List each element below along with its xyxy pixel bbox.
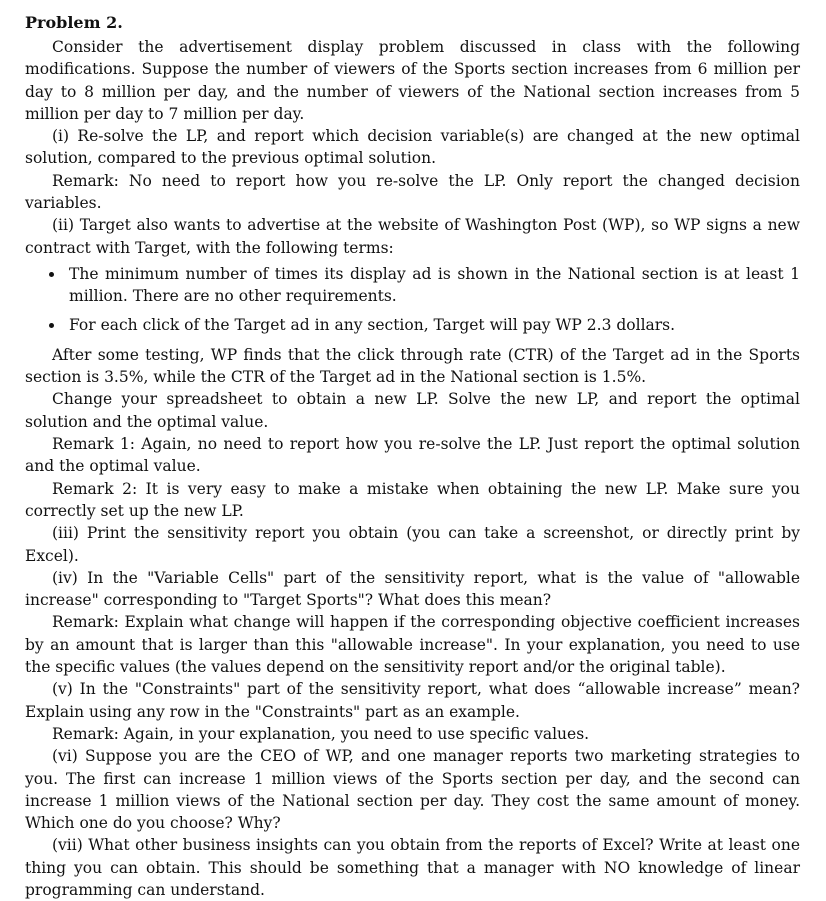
question-iii: (iii) Print the sensitivity report you obtain (you can take a screenshot, or directly print by Excel).	[25, 524, 800, 565]
bullet-icon	[49, 272, 54, 277]
ctr-paragraph: After some testing, WP finds that the click through rate (CTR) of the Target ad in the Sports section is 3.5%, while the CTR of the Target ad in the National section is 1.5%.	[25, 345, 800, 387]
question-vi: (vi) Suppose you are the CEO of WP, and one manager reports two marketing strategies to you. The first can increase 1 million views of the Sports section per day, and the second can increase 1 million views of the National section per day. They cost the same amount of money. Which one do you choose? Why?	[25, 747, 800, 833]
remark-i: Remark: No need to report how you re-solve the LP. Only report the changed decision variables.	[25, 171, 800, 213]
question-v: (v) In the "Constraints" part of the sensitivity report, what does “allowable increase” mean? Explain using any row in the "Constraints" part as an example.	[25, 680, 800, 721]
list-item	[69, 314, 800, 336]
remark-1: Remark 1: Again, no need to report how you re-solve the LP. Just report the optimal solution and the optimal value.	[25, 435, 800, 476]
question-iv: (iv) In the "Variable Cells" part of the sensitivity report, what is the value of "allowable increase" corresponding to "Target Sports"? What does this mean?	[25, 568, 800, 610]
question-i: (i) Re-solve the LP, and report which decision variable(s) are changed at the new optimal solution, compared to the previous optimal solution.	[25, 127, 800, 168]
remark-2: Remark 2: It is very easy to make a mistake when obtaining the new LP. Make sure you correctly set up the new LP.	[25, 479, 800, 520]
intro-paragraph: Consider the advertisement display problem discussed in class with the following modifications. Suppose the number of viewers of the Sports section increases from 6 million per day to 8 million per day, and the number of viewers of the National section increases from 5 million per day to 7 million per day.	[25, 38, 800, 123]
remark-v: Remark: Again, in your explanation, you need to use specific values.	[52, 724, 590, 743]
bullet-icon	[49, 323, 54, 328]
term-pay-per-click: For each click of the Target ad in any section, Target will pay WP 2.3 dollars.	[69, 315, 676, 334]
term-minimum-national: The minimum number of times its display ad is shown in the National section is at least 1 million. There are no other requirements.	[69, 264, 800, 306]
remark-iv: Remark: Explain what change will happen if the corresponding objective coefficient increases by an amount that is larger than this "allowable increase". In your explanation, you need to use the specific values (the values depend on the sensitivity report and/or the original table).	[25, 613, 800, 677]
contract-terms-list	[25, 263, 800, 336]
question-ii: (ii) Target also wants to advertise at the website of Washington Post (WP), so WP signs a new contract with Target, with the following terms:	[25, 216, 800, 257]
list-item	[69, 263, 800, 308]
spreadsheet-instruction: Change your spreadsheet to obtain a new LP. Solve the new LP, and report the optimal solution and the optimal value.	[25, 390, 800, 431]
question-vii: (vii) What other business insights can you obtain from the reports of Excel? Write at least one thing you can obtain. This should be something that a manager with NO knowledge of linear programming can understand.	[25, 836, 800, 899]
problem-title: Problem 2.	[25, 13, 123, 32]
